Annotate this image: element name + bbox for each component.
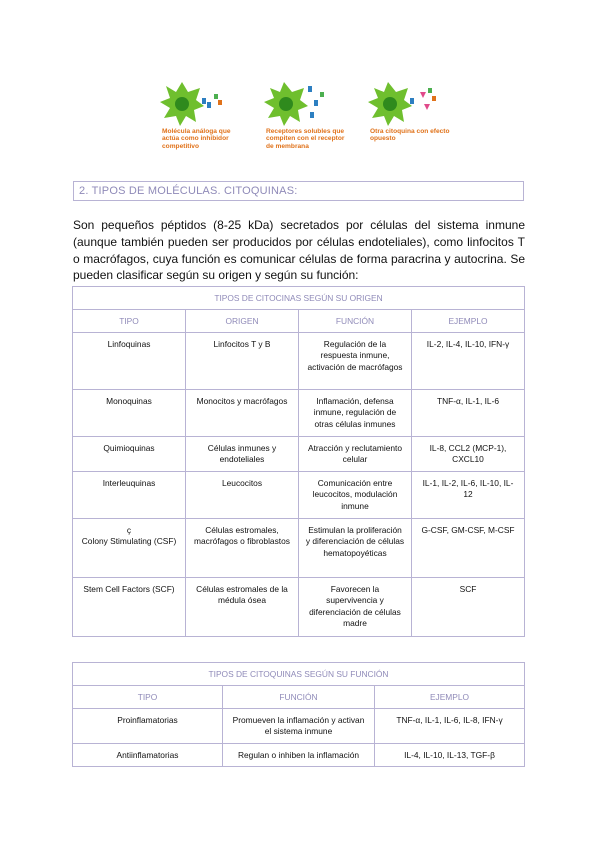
table-header-row <box>73 310 525 333</box>
cell-tipo: Quimioquinas <box>73 437 186 472</box>
cell-tipo: Monoquinas <box>73 390 186 437</box>
figure-caption: Otra citoquina con efecto opuesto <box>370 128 450 143</box>
cell-ejemplo: SCF <box>412 578 525 637</box>
cell-funcion: Regulación de la respuesta inmune, activación de macrófagos <box>299 333 412 390</box>
table-row <box>73 333 525 390</box>
figure-opposing-cytokine <box>366 78 456 168</box>
table-title-row <box>73 287 525 310</box>
cell-origen: Linfocitos T y B <box>186 333 299 390</box>
cell-tipo: Antiinflamatorias <box>73 744 223 767</box>
cell-funcion: Favorecen la supervivencia y diferenciación de células madre <box>299 578 412 637</box>
cell-tipo: Linfoquinas <box>73 333 186 390</box>
figure-caption: Molécula análoga que actúa como inhibidor competitivo <box>162 128 231 150</box>
cell-analog-icon <box>158 78 248 130</box>
cell-funcion: Regulan o inhiben la inflamación <box>223 744 375 767</box>
table-title-row <box>73 663 525 686</box>
cell-ejemplo: TNF-α, IL-1, IL-6, IL-8, IFN-γ <box>375 709 525 744</box>
intro-paragraph: Son pequeños péptidos (8-25 kDa) secretados por células del sistema inmune (aunque también pueden ser producidos por células endoteliales), como linfocitos T o macrófagos, cuya función es comunicar células de forma paracrina y autocrina. Se pueden clasificar según su origen y según su función: <box>73 218 525 283</box>
origin-table <box>72 286 525 637</box>
column-header: ORIGEN <box>186 310 299 333</box>
column-header: EJEMPLO <box>412 310 525 333</box>
cell-funcion: Estimulan la proliferación y diferenciación de células hematopoyéticas <box>299 519 412 578</box>
cell-origen: Células estromales, macrófagos o fibroblastos <box>186 519 299 578</box>
cell-ejemplo: IL-2, IL-4, IL-10, IFN-γ <box>412 333 525 390</box>
cell-ejemplo: G-CSF, GM-CSF, M-CSF <box>412 519 525 578</box>
column-header: EJEMPLO <box>375 686 525 709</box>
table-row <box>73 519 525 578</box>
cell-ejemplo: IL-1, IL-2, IL-6, IL-10, IL-12 <box>412 472 525 519</box>
column-header: TIPO <box>73 686 223 709</box>
cell-origen: Monocitos y macrófagos <box>186 390 299 437</box>
table-row <box>73 472 525 519</box>
table-header-row <box>73 686 525 709</box>
cell-ejemplo: TNF-α, IL-1, IL-6 <box>412 390 525 437</box>
table-row <box>73 437 525 472</box>
cell-tipo: Interleuquinas <box>73 472 186 519</box>
figure-analog-inhibitor <box>158 78 248 168</box>
function-table-title: TIPOS DE CITOQUINAS SEGÚN SU FUNCIÓN <box>73 663 525 686</box>
table-row <box>73 578 525 637</box>
cell-origen: Células inmunes y endoteliales <box>186 437 299 472</box>
column-header: TIPO <box>73 310 186 333</box>
table-row <box>73 744 525 767</box>
cell-funcion: Comunicación entre leucocitos, modulación inmune <box>299 472 412 519</box>
cell-funcion: Promueven la inflamación y activan el sistema inmune <box>223 709 375 744</box>
cell-ejemplo: IL-8, CCL2 (MCP-1), CXCL10 <box>412 437 525 472</box>
cell-tipo: ç Colony Stimulating (CSF) <box>73 519 186 578</box>
column-header: FUNCIÓN <box>223 686 375 709</box>
figure-soluble-receptors <box>262 78 352 168</box>
table-row <box>73 390 525 437</box>
origin-table-title: TIPOS DE CITOCINAS SEGÚN SU ORIGEN <box>73 287 525 310</box>
cell-tipo: Stem Cell Factors (SCF) <box>73 578 186 637</box>
table-row <box>73 709 525 744</box>
cell-origen: Leucocitos <box>186 472 299 519</box>
function-table <box>72 662 525 767</box>
cell-ejemplo: IL-4, IL-10, IL-13, TGF-β <box>375 744 525 767</box>
figure-row <box>158 78 448 170</box>
column-header: FUNCIÓN <box>299 310 412 333</box>
cell-funcion: Atracción y reclutamiento celular <box>299 437 412 472</box>
figure-caption: Receptores solubles que compiten con el receptor de membrana <box>266 128 345 150</box>
cell-opposing-cytokine-icon <box>366 78 456 130</box>
cell-origen: Células estromales de la médula ósea <box>186 578 299 637</box>
cell-soluble-receptors-icon <box>262 78 352 130</box>
section-title: 2. TIPOS DE MOLÉCULAS. CITOQUINAS: <box>73 181 524 201</box>
cell-funcion: Inflamación, defensa inmune, regulación de otras células inmunes <box>299 390 412 437</box>
cell-tipo: Proinflamatorias <box>73 709 223 744</box>
